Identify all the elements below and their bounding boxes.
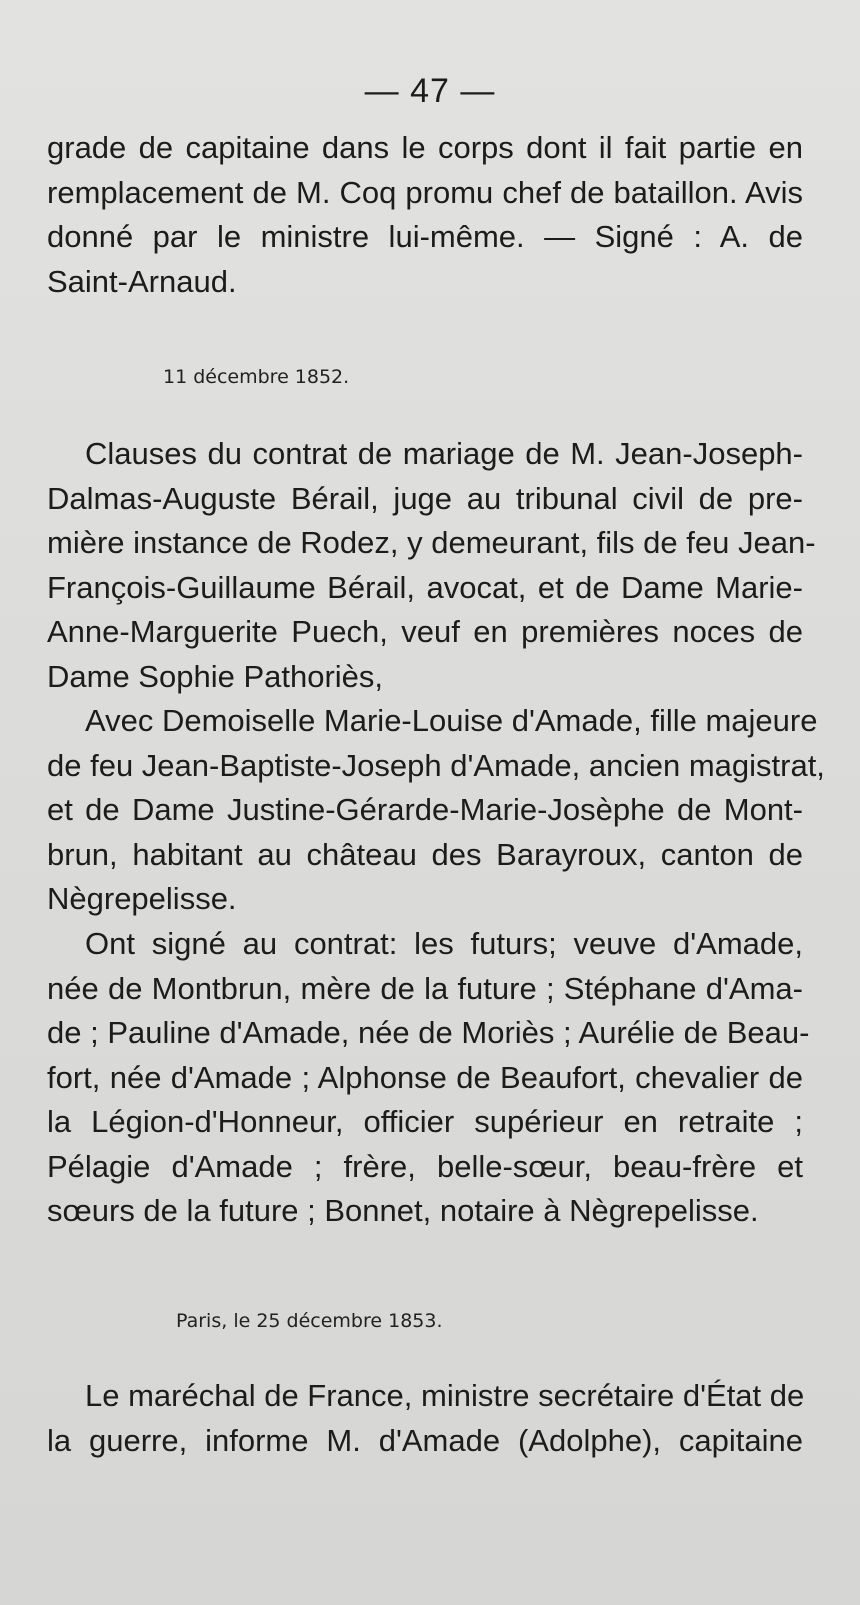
text-line: sœurs de la future ; Bonnet, notaire à Nègrepelisse. <box>47 1193 759 1228</box>
signatories-paragraph <box>47 922 810 1234</box>
text-line: la Légion-d'Honneur, officier supérieur en retraite ; <box>47 1104 803 1139</box>
text-line: Dame Sophie Pathoriès, <box>47 658 384 694</box>
page-number: — 47 — <box>364 72 496 110</box>
bride-paragraph <box>47 699 825 922</box>
text-line: brun, habitant au château des Barayroux, canton de <box>47 836 803 872</box>
text-line: Nègrepelisse. <box>47 881 237 916</box>
text-line: de feu Jean-Baptiste-Joseph d'Amade, ancien magistrat, <box>47 747 825 783</box>
text-line: Avec Demoiselle Marie-Louise d'Amade, fille majeure <box>85 703 818 738</box>
text-line: Dalmas-Auguste Bérail, juge au tribunal civil de pre- <box>47 480 803 516</box>
text-line: Clauses du contrat de mariage de M. Jean-Joseph- <box>85 436 803 471</box>
entry-date: 11 décembre 1852. <box>163 366 350 388</box>
text-line: née de Montbrun, mère de la future ; Stéphane d'Ama- <box>47 970 803 1006</box>
text-line: la guerre, informe M. d'Amade (Adolphe), capitaine <box>47 1422 803 1458</box>
minister-notice-paragraph <box>47 1374 803 1463</box>
entry-date: Paris, le 25 décembre 1853. <box>176 1310 443 1332</box>
contract-clauses-paragraph <box>47 432 816 699</box>
text-line: François-Guillaume Bérail, avocat, et de Dame Marie- <box>47 569 803 605</box>
text-line: remplacement de M. Coq promu chef de bataillon. Avis <box>47 174 803 210</box>
text-line: de ; Pauline d'Amade, née de Moriès ; Aurélie de Beau- <box>47 1015 810 1050</box>
text-line: Saint-Arnaud. <box>47 263 237 299</box>
text-line: Le maréchal de France, ministre secrétaire d'État de <box>85 1378 805 1413</box>
text-line: Pélagie d'Amade ; frère, belle-sœur, beau-frère et <box>47 1148 803 1184</box>
text-line: et de Dame Justine-Gérarde-Marie-Josèphe de Mont- <box>47 792 803 827</box>
text-line: mière instance de Rodez, y demeurant, fils de feu Jean- <box>47 525 816 560</box>
text-line: donné par le ministre lui-même. — Signé : A. de <box>47 219 803 254</box>
text-line: grade de capitaine dans le corps dont il fait partie en <box>47 130 803 165</box>
text-line: fort, née d'Amade ; Alphonse de Beaufort, chevalier de <box>47 1059 803 1095</box>
intro-paragraph <box>47 126 803 304</box>
text-line: Ont signé au contrat: les futurs; veuve d'Amade, <box>85 926 803 961</box>
text-line: Anne-Marguerite Puech, veuf en premières noces de <box>47 614 803 649</box>
